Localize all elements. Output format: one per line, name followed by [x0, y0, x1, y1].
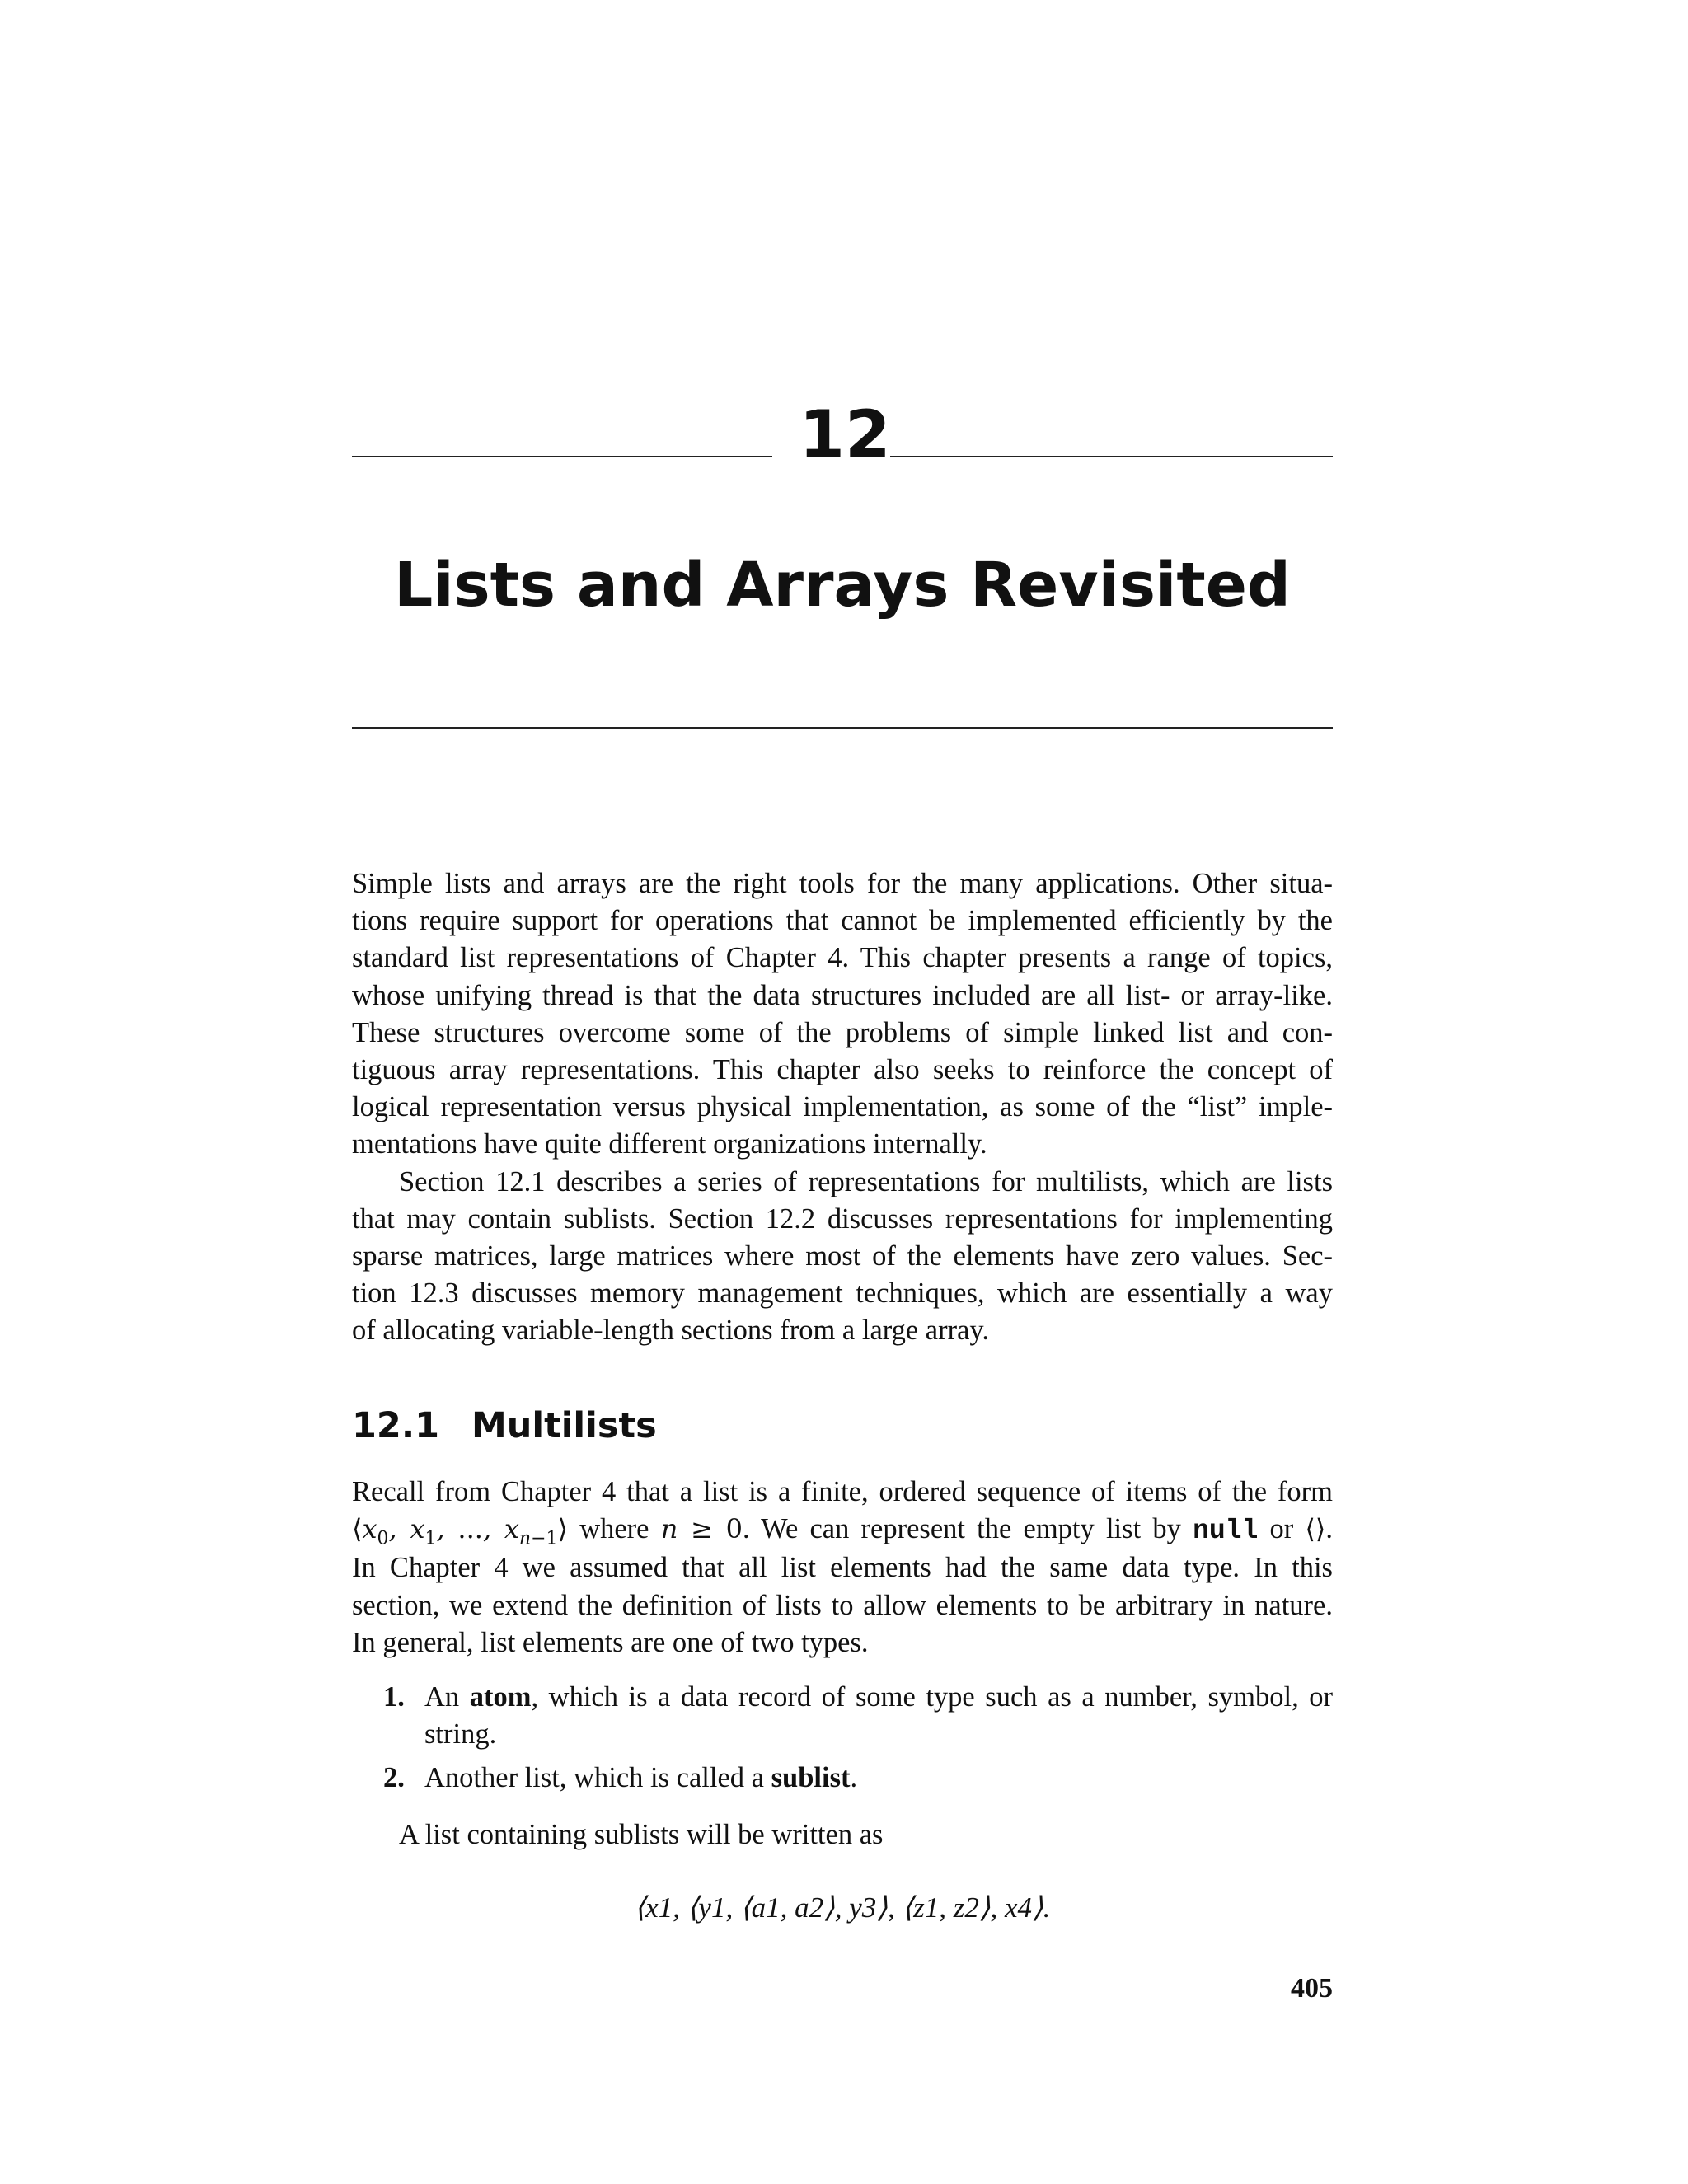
text-fragment: .: [850, 1762, 858, 1794]
text-line: tiguous array representations. This chapter also seeks to reinforce the concept of: [352, 1054, 1333, 1086]
section-text: [352, 1474, 1333, 1661]
text-line: Simple lists and arrays are the right tools for the many applications. Other situa-: [352, 868, 1333, 899]
text-line: whose unifying thread is that the data structures included are all list- or array-like.: [352, 979, 1333, 1011]
text-line: logical representation versus physical implementation, as some of the “list” imple-: [352, 1091, 1333, 1123]
text-fragment: or: [1258, 1513, 1306, 1545]
text-fragment: Another list, which is called a: [424, 1762, 771, 1794]
text-line: In general, list elements are one of two types.: [352, 1626, 869, 1658]
section-heading: [352, 1401, 1333, 1451]
text-fragment: .: [1325, 1513, 1334, 1545]
list-marker: 2.: [383, 1762, 405, 1794]
text-line: Recall from Chapter 4 that a list is a finite, ordered sequence of items of the form: [352, 1476, 1333, 1507]
term-sublist: sublist: [771, 1762, 851, 1794]
text-line: sparse matrices, large matrices where most of the elements have zero values. Sec-: [352, 1240, 1333, 1272]
text-line-content: Section 12.1 describes a series of representations for multilists, which are lists: [399, 1165, 1333, 1197]
list-item: [383, 1760, 1333, 1797]
chapter-rule-left: [352, 456, 772, 457]
display-formula: ⟨x1, ⟨y1, ⟨a1, a2⟩, y3⟩, ⟨z1, z2⟩, x4⟩.: [634, 1891, 1051, 1924]
chapter-number: 12: [799, 396, 891, 473]
text-line: standard list representations of Chapter 4. This chapter presents a range of topics,: [352, 942, 1333, 974]
empty-list-math: ⟨⟩: [1305, 1513, 1326, 1545]
chapter-title: Lists and Arrays Revisited: [394, 550, 1291, 621]
intro-paragraph-2: [352, 1164, 1333, 1350]
page-number: 405: [1291, 1973, 1333, 2004]
type-list: [383, 1679, 1333, 1797]
list-notation-math: $⟨x_0$, $x_1$, ..., $x_{n-1}⟩$: [352, 1513, 568, 1549]
text-line: mentations have quite different organizations internally.: [352, 1128, 987, 1160]
term-atom: atom: [469, 1681, 532, 1713]
text-line: tions require support for operations that cannot be implemented efficiently by the: [352, 905, 1333, 937]
text-line: [424, 1679, 1333, 1716]
list-item: [383, 1679, 1333, 1753]
null-keyword: null: [1193, 1516, 1259, 1547]
intro-paragraph-1: [352, 865, 1333, 1164]
section-number: 12.1: [352, 1405, 440, 1446]
text-fragment: , which is a data record of some type such as a number, symbol, or: [531, 1681, 1333, 1713]
intro-text: [352, 865, 1333, 1350]
after-list-text: A list containing sublists will be written as: [399, 1819, 884, 1850]
text-line: tion 12.3 discusses memory management techniques, which are essentially a way: [352, 1277, 1333, 1310]
section-title: Multilists: [471, 1405, 657, 1446]
text-line: [352, 1164, 1333, 1201]
text-line: that may contain sublists. Section 12.2 discusses representations for implementing: [352, 1202, 1333, 1235]
text-line: In Chapter 4 we assumed that all list elements had the same data type. In this: [352, 1552, 1333, 1584]
condition-math: n ≥ 0: [660, 1513, 743, 1545]
text-fragment: where: [568, 1513, 661, 1545]
text-line-with-math: [352, 1511, 1333, 1549]
list-marker: 1.: [383, 1681, 405, 1713]
text-line: These structures overcome some of the problems of simple linked list and con-: [352, 1016, 1333, 1048]
text-line: string.: [424, 1718, 497, 1750]
chapter-title-rule: [352, 727, 1333, 729]
text-fragment: An: [424, 1681, 470, 1713]
text-line: [424, 1760, 1333, 1797]
text-fragment: . We can represent the empty list by: [742, 1513, 1193, 1545]
text-line: section, we extend the definition of lists to allow elements to be arbitrary in nature.: [352, 1589, 1333, 1621]
text-line: of allocating variable-length sections from a large array.: [352, 1315, 990, 1347]
chapter-rule-right: [890, 456, 1333, 457]
